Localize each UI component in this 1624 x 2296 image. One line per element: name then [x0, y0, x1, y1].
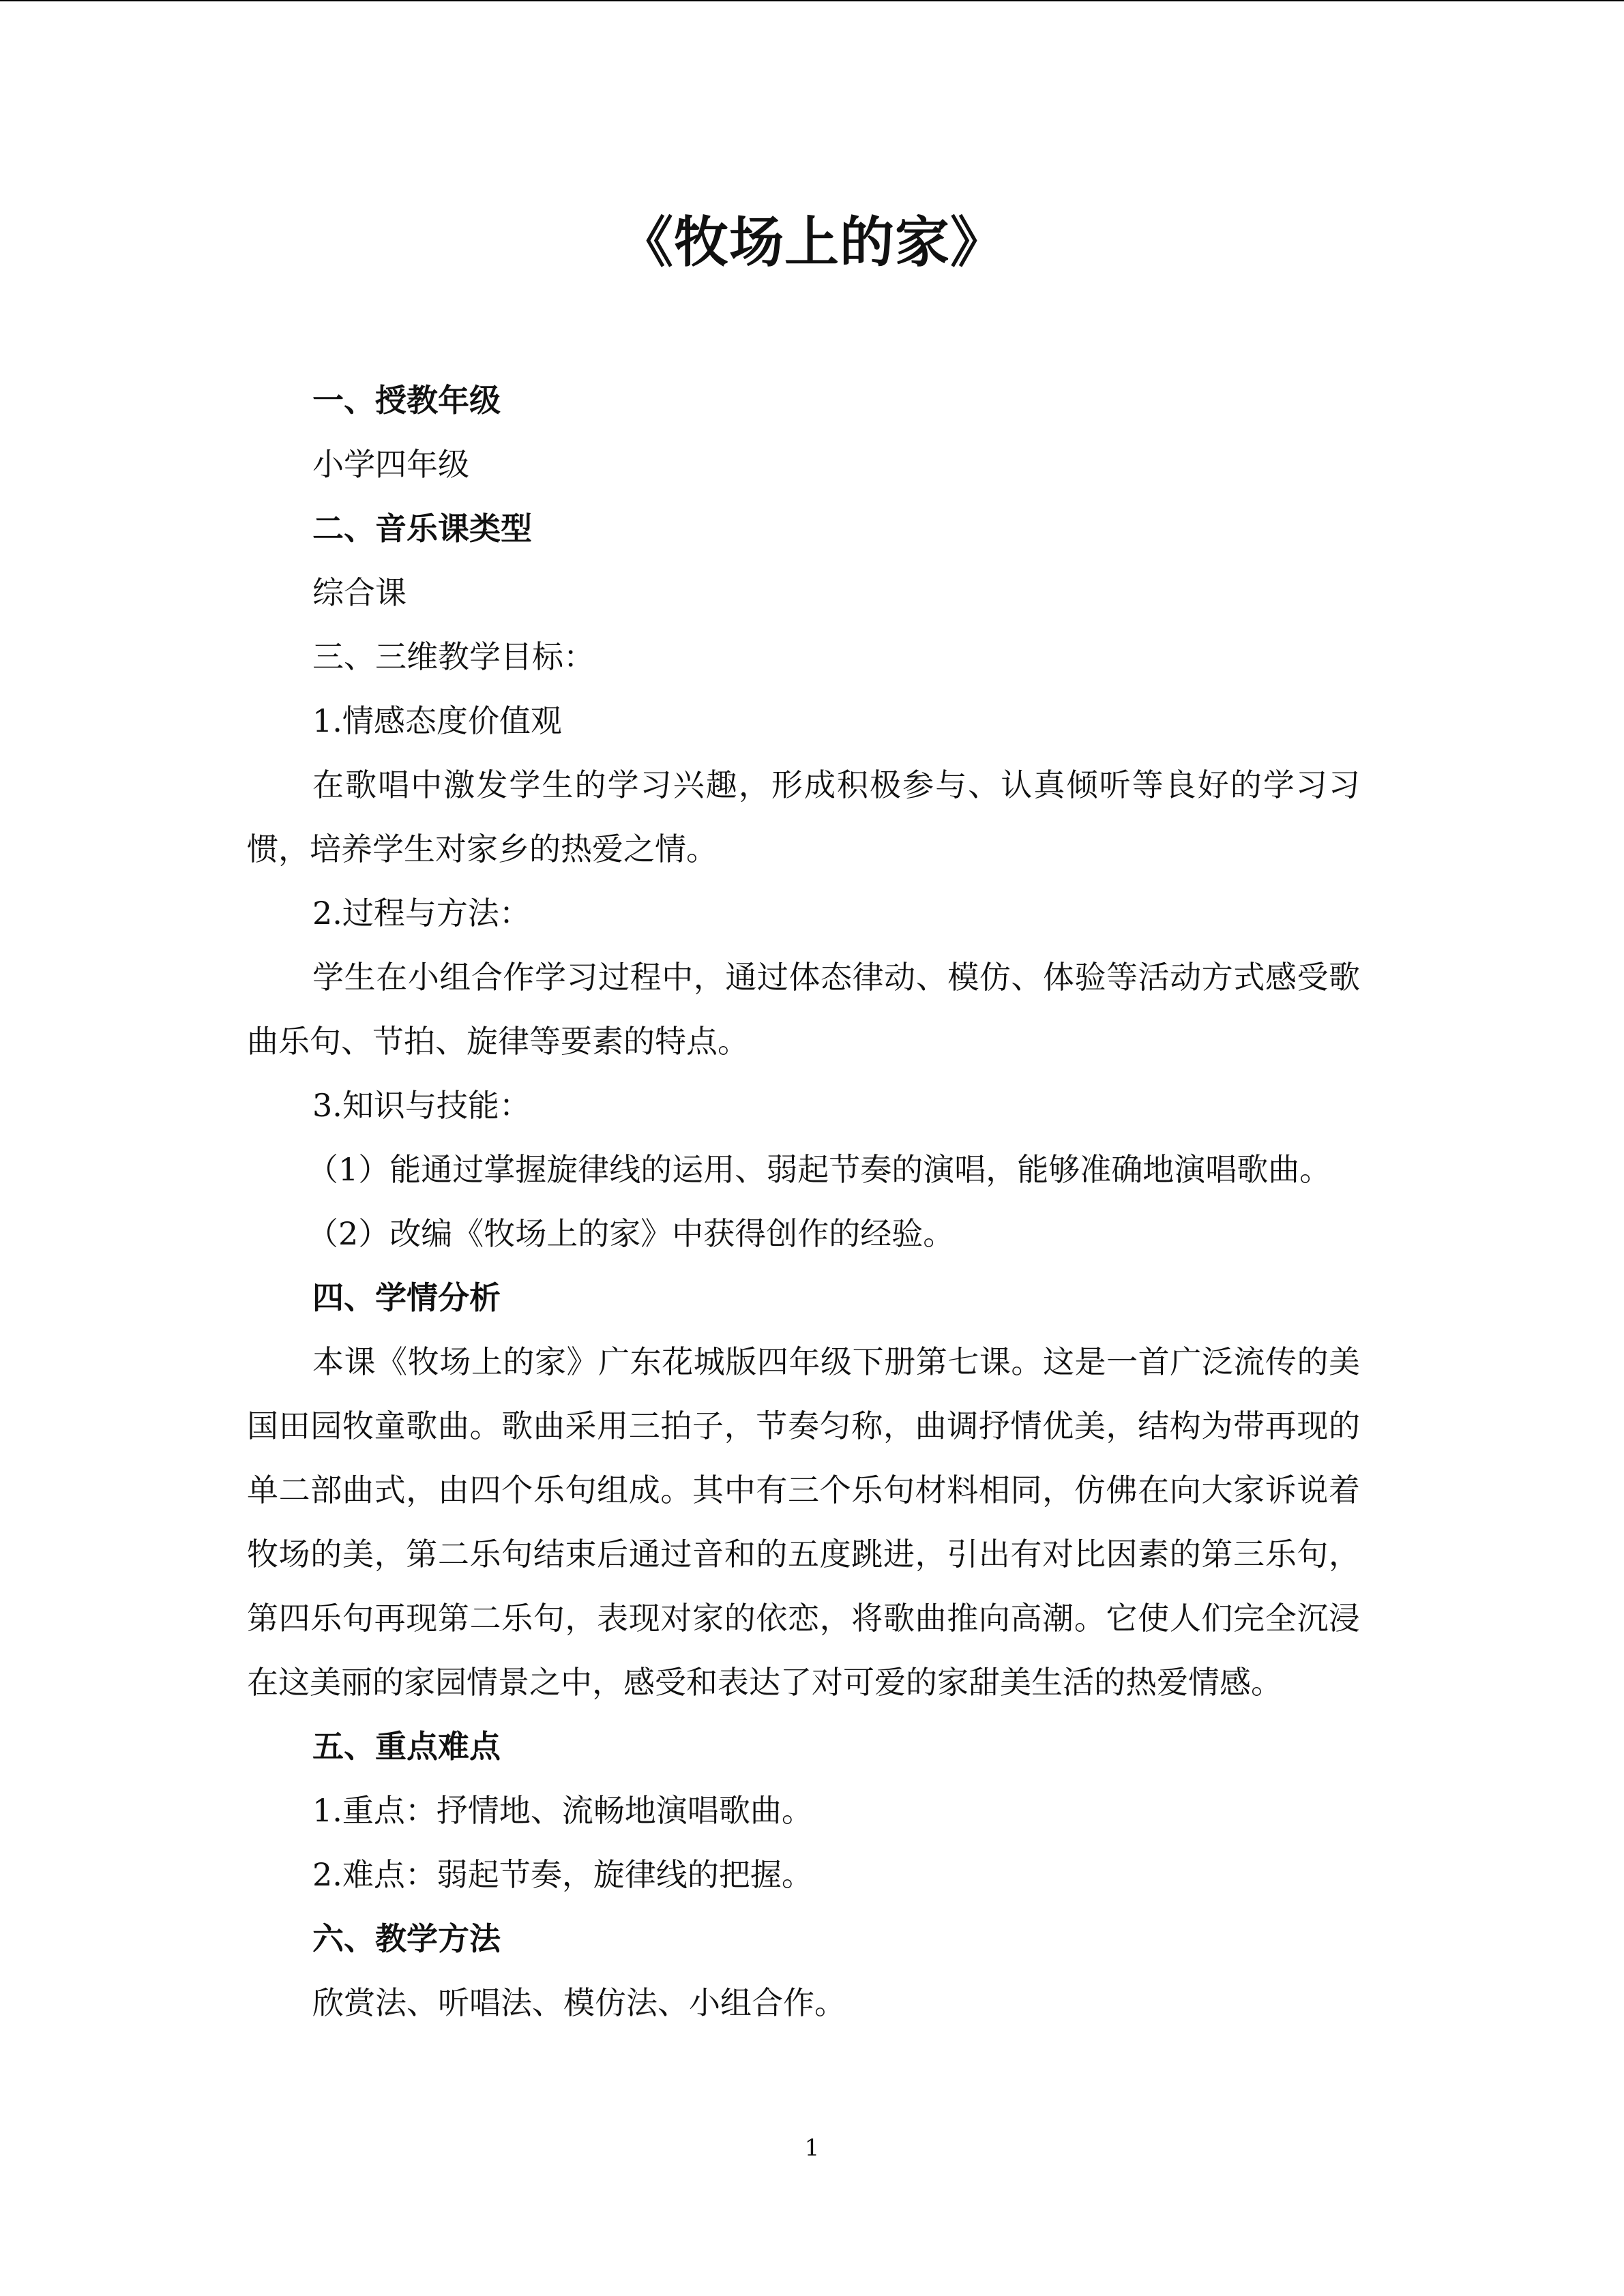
section-heading-key-points: 五、重点难点 — [312, 1728, 501, 1765]
objective-1-paragraph: 在歌唱中激发学生的学习兴趣，形成积极参与、认真倾听等良好的学习习惯，培养学生对家乡的热爱之情。 — [247, 766, 1360, 867]
page-number: 1 — [804, 2134, 820, 2162]
document-body — [247, 368, 1360, 2035]
objective-3-item-1: （1）能通过掌握旋律线的运用、弱起节奏的演唱，能够准确地演唱歌曲。 — [307, 1151, 1331, 1188]
section-heading-grade: 一、授教年级 — [312, 382, 501, 419]
objective-3-heading: 3.知识与技能： — [312, 1087, 531, 1124]
section-heading-analysis: 四、学情分析 — [312, 1279, 501, 1316]
key-point-item-2: 2.难点：弱起节奏，旋律线的把握。 — [312, 1856, 813, 1893]
grade-text: 小学四年级 — [312, 446, 469, 483]
objective-1-heading: 1.情感态度价值观 — [312, 702, 562, 739]
key-point-item-1: 1.重点：抒情地、流畅地演唱歌曲。 — [312, 1792, 813, 1829]
objective-2-heading: 2.过程与方法： — [312, 895, 531, 931]
analysis-paragraph: 本课《牧场上的家》广东花城版四年级下册第七课。这是一首广泛流传的美国田园牧童歌曲。歌曲采用三拍子，节奏匀称，曲调抒情优美，结构为带再现的单二部曲式，由四个乐句组成。其中有三个乐句材料相同，仿佛在向大家诉说着牧场的美，第二乐句结束后通过音和的五度跳进，引出有对比因素的第三乐句，第四乐句再现第二乐句，表现对家的依恋，将歌曲推向高潮。它使人们完全沉浸在这美丽的家园情景之中，感受和表达了对可爱的家甜美生活的热爱情感。 — [247, 1343, 1360, 1701]
document-title: 《牧场上的家》 — [619, 210, 1005, 274]
methods-text: 欣赏法、听唱法、模仿法、小组合作。 — [312, 1984, 846, 2021]
section-heading-lesson-type: 二、音乐课类型 — [312, 510, 532, 547]
section-heading-objectives: 三、三维教学目标： — [312, 638, 595, 675]
objective-3-item-2: （2）改编《牧场上的家》中获得创作的经验。 — [307, 1215, 955, 1252]
lesson-type-text: 综合课 — [312, 574, 407, 611]
section-heading-methods: 六、教学方法 — [312, 1920, 501, 1957]
objective-2-paragraph: 学生在小组合作学习过程中，通过体态律动、模仿、体验等活动方式感受歌曲乐句、节拍、旋律等要素的特点。 — [247, 959, 1360, 1060]
